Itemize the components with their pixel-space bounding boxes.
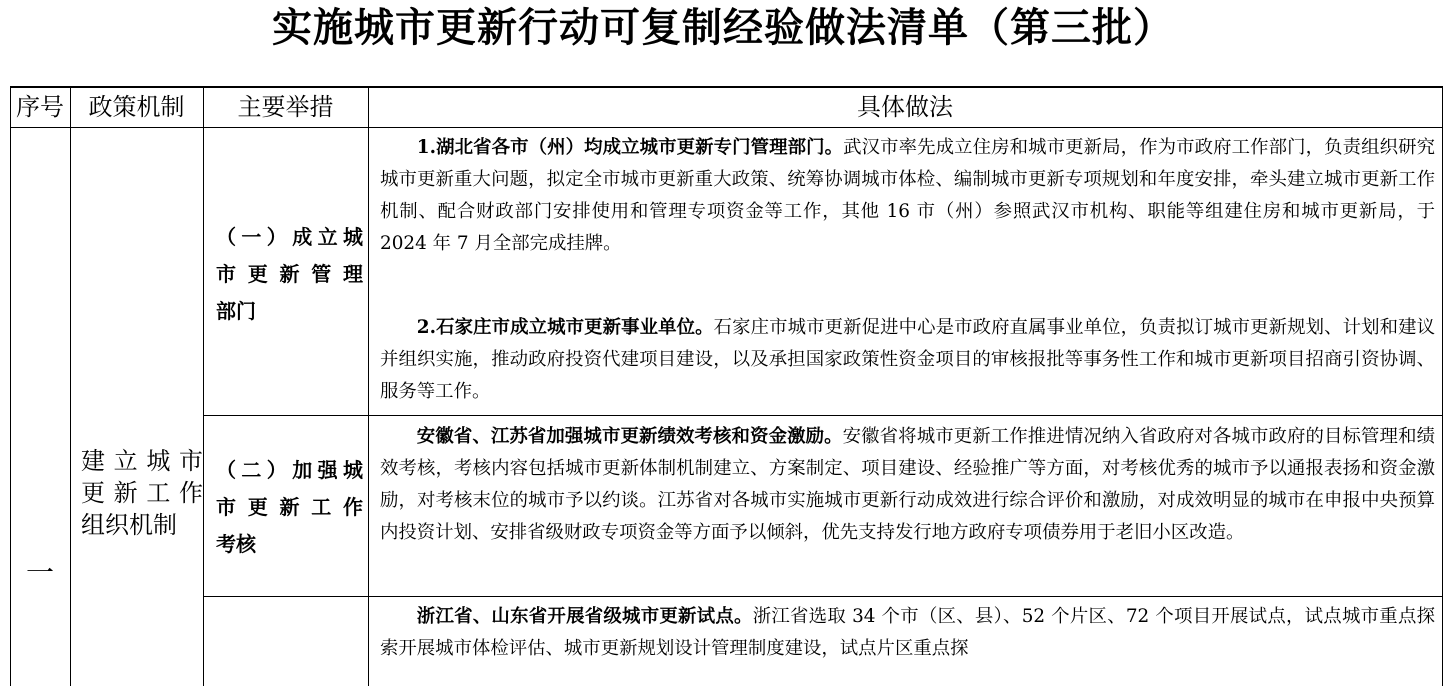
practice-title: 1.湖北省各市（州）均成立城市更新专门管理部门。 — [416, 137, 844, 158]
mechanism-line: 建立城市 — [81, 447, 203, 475]
measure-line: 考核 — [216, 532, 256, 556]
col-divider-2 — [203, 86, 204, 686]
practice-body: 武汉市率先成立住房和城市更新局，作为市政府工作部门，负责组织研究城市更新重大问题，拟定全市城市更新重大政策、统筹协调城市体检、编制城市更新专项规划和年度安排，牵头建立城市更新工作机制、配合财政部门安排使用和管理专项资金等工作，其他 16 市（州）参照武汉市机构、职能等组建住房和城市更新局，于 2024 年 7 月全部完成挂牌。 — [380, 137, 1435, 254]
practice-body: 石家庄市城市更新促进中心是市政府直属事业单位，负责拟订城市更新规划、计划和建议并组织实施，推动政府投资代建项目建设，以及承担国家政策性资金项目的审核报批等事务性工作和城市更新项目招商引资协调、服务等工作。 — [380, 317, 1435, 402]
practice-1-2 — [380, 312, 1435, 408]
mechanism-line: 组织机制 — [81, 511, 177, 539]
practice-title: 2.石家庄市成立城市更新事业单位。 — [416, 317, 714, 338]
measure-line: （二）加强城 — [216, 458, 363, 482]
header-measure: 主要举措 — [237, 93, 334, 121]
row-divider-2 — [203, 596, 1443, 597]
measure-line: 部门 — [216, 299, 256, 323]
practice-body: 安徽省将城市更新工作推进情况纳入省政府对各城市政府的目标管理和绩效考核，考核内容包括城市更新体制机制建立、方案制定、项目建设、经验推广等方面，对考核优秀的城市予以通报表扬和资金激励，对考核末位的城市予以约谈。江苏省对各城市实施城市更新行动成效进行综合评价和激励，对成效明显的城市在申报中央预算内投资计划、安排省级财政专项资金等方面予以倾斜，优先支持发行地方政府专项债券用于老旧小区改造。 — [380, 426, 1435, 543]
measure-line: 市更新管理 — [216, 262, 363, 286]
mechanism-line: 更新工作 — [81, 479, 203, 507]
practice-3-1 — [380, 601, 1435, 665]
row-divider-1 — [203, 415, 1443, 416]
practice-2-1 — [380, 421, 1435, 549]
practice-title: 安徽省、江苏省加强城市更新绩效考核和资金激励。 — [416, 426, 843, 447]
measure-1-label — [216, 219, 363, 330]
practice-table — [10, 86, 1443, 686]
header-mechanism: 政策机制 — [88, 93, 185, 121]
col-divider-1 — [70, 86, 71, 686]
practice-1-1 — [380, 132, 1435, 260]
practice-title: 浙江省、山东省开展省级城市更新试点。 — [416, 606, 753, 627]
header-seq: 序号 — [16, 93, 64, 121]
page-title: 实施城市更新行动可复制经验做法清单（第三批） — [272, 5, 1174, 51]
measure-line: （一）成立城 — [216, 225, 363, 249]
measure-2-label — [216, 452, 363, 563]
section-number: 一 — [25, 556, 54, 589]
col-divider-3 — [368, 86, 369, 686]
measure-line: 市更新工作 — [216, 495, 363, 519]
mechanism-cell — [81, 445, 203, 541]
table-right-rule — [1442, 86, 1443, 686]
table-left-rule — [10, 86, 11, 686]
practice-body: 浙江省选取 34 个市（区、县）、52 个片区、72 个项目开展试点，试点城市重点探索开展城市体检评估、城市更新规划设计管理制度建设，试点片区重点探 — [380, 606, 1435, 659]
header-practice: 具体做法 — [857, 93, 953, 121]
